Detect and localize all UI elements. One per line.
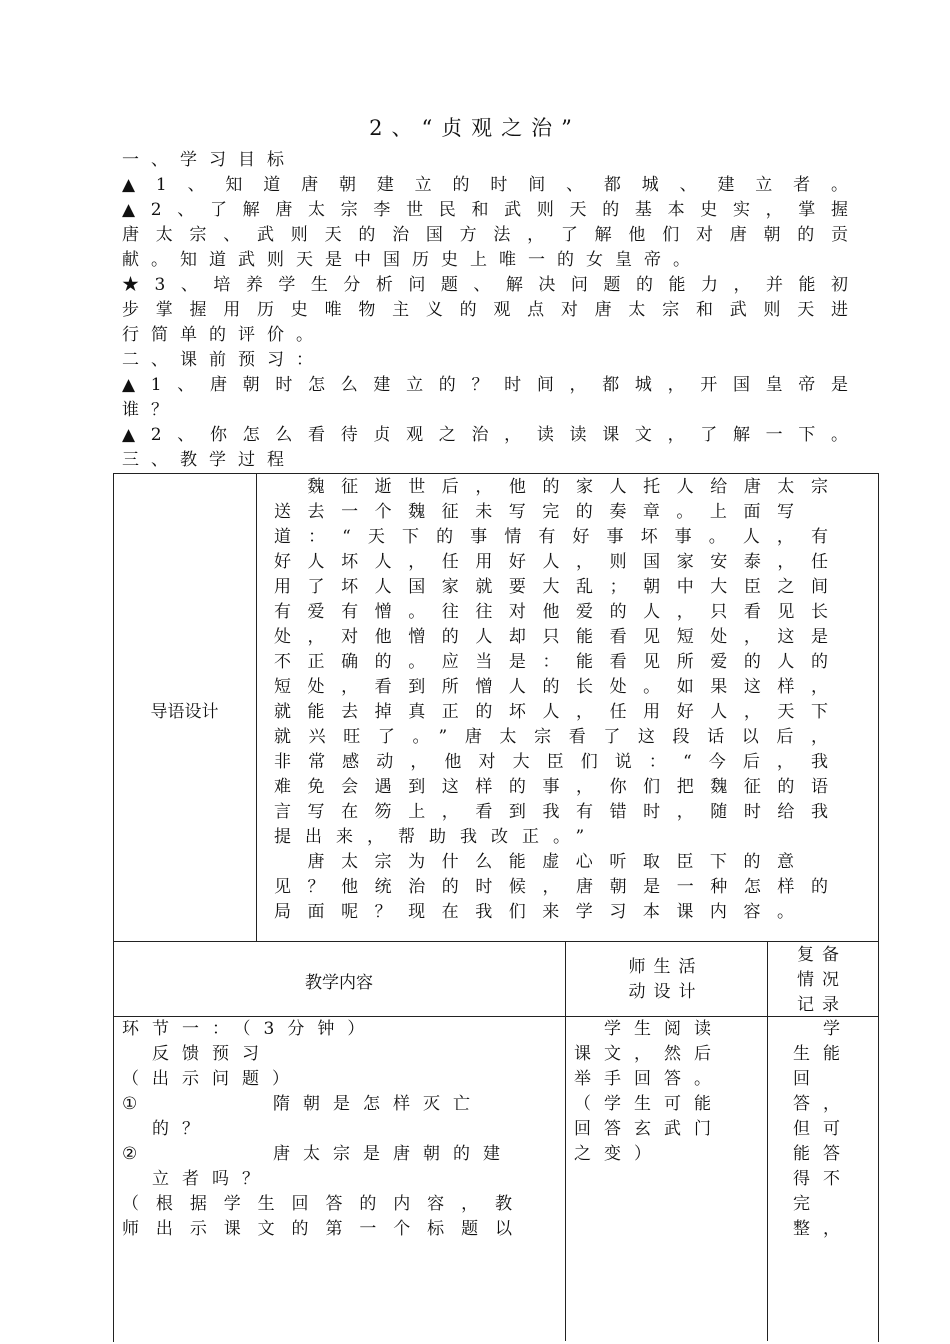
- review-line: 完: [793, 1194, 823, 1214]
- review-header: 记录: [797, 995, 847, 1015]
- activity-line: 之变）: [574, 1144, 664, 1164]
- review-line: 回: [793, 1069, 823, 1089]
- review-header: 复备: [797, 945, 847, 965]
- intro-line: 送去一个魏征未写完的奏章。上面写: [274, 502, 794, 522]
- activity-header: 动设计: [628, 982, 704, 1002]
- review-line: 答，: [793, 1094, 853, 1114]
- section1-line: 的？: [122, 1119, 212, 1139]
- activity-line: （学生可能: [574, 1094, 724, 1114]
- question-2: 唐太宗是唐朝的建: [273, 1144, 513, 1164]
- review-line: 整，: [793, 1219, 853, 1239]
- activity-line: 举手回答。: [574, 1069, 724, 1089]
- review-line: 得不: [793, 1169, 853, 1189]
- section1-line: （根据学生回答的内容，教: [122, 1194, 512, 1214]
- section1-line: 反馈预习: [122, 1044, 272, 1064]
- intro-line: 魏征逝世后，他的家人托人给唐太宗: [274, 477, 828, 497]
- review-header: 情况: [797, 970, 847, 990]
- review-line: 但可: [793, 1119, 853, 1139]
- intro-line: 道：“天下的事情有好事坏事。人，有: [274, 527, 828, 547]
- intro-line: 不正确的。应当是：能看见所爱的人的: [274, 652, 828, 672]
- objective-line: ▲2、了解唐太宗李世民和武则天的基本史实，掌握: [122, 200, 848, 220]
- objective-line: ★3、培养学生分析问题、解决问题的能力，并能初: [122, 275, 848, 295]
- intro-line: 有爱有憎。往往对他爱的人，只看见长: [274, 602, 828, 622]
- section1-line: 环节一：（3分钟）: [122, 1019, 378, 1039]
- preview-line: ▲2、你怎么看待贞观之治，读读课文，了解一下。: [122, 425, 848, 445]
- preview-line: ▲1、唐朝时怎么建立的？时间，都城，开国皇帝是: [122, 375, 848, 395]
- question-1: 隋朝是怎样灭亡: [273, 1094, 483, 1114]
- section1-line: ①: [122, 1094, 138, 1114]
- objective-line: 步掌握用历史唯物主义的观点对唐太宗和武则天进: [122, 300, 848, 320]
- intro-line: 非常感动，他对大臣们说：“今后，我: [274, 752, 828, 772]
- intro-line: 好人坏人，任用好人，则国家安泰，任: [274, 552, 828, 572]
- intro-line: 见？他统治的时候，唐朝是一种怎样的: [274, 877, 828, 897]
- review-line: 学: [793, 1019, 853, 1039]
- review-line: 能答: [793, 1144, 853, 1164]
- activity-header: 师生活: [628, 957, 704, 977]
- intro-line: 处，对他憎的人却只能看见短处，这是: [274, 627, 828, 647]
- section1-line: 立者吗？: [122, 1169, 272, 1189]
- activity-line: 课文，然后: [574, 1044, 724, 1064]
- intro-line: 用了坏人国家就要大乱；朝中大臣之间: [274, 577, 828, 597]
- intro-line: 就兴旺了。”唐太宗看了这段话以后，: [274, 727, 828, 747]
- intro-line: 短处，看到所憎人的长处。如果这样，: [274, 677, 828, 697]
- intro-line: 局面呢？现在我们来学习本课内容。: [274, 902, 794, 922]
- preview-line: 谁？: [122, 400, 180, 420]
- section1-line: （出示问题）: [122, 1069, 302, 1089]
- intro-line: 言写在笏上，看到我有错时，随时给我: [274, 802, 828, 822]
- activity-line: 学生阅读: [574, 1019, 724, 1039]
- table-divider: [113, 941, 878, 942]
- intro-line: 难免会遇到这样的事，你们把魏征的语: [274, 777, 828, 797]
- content-header: 教学内容: [305, 973, 373, 993]
- objective-line: 行简单的评价。: [122, 325, 325, 345]
- preview-heading: 二、课前预习：: [122, 350, 325, 370]
- review-line: 生能: [793, 1044, 853, 1064]
- objective-line: ▲1、知道唐朝建立的时间、都城、建立者。: [122, 175, 848, 195]
- activity-line: 回答玄武门: [574, 1119, 724, 1139]
- intro-label: 导语设计: [150, 702, 219, 722]
- objective-line: 唐太宗、武则天的治国方法，了解他们对唐朝的贡: [122, 225, 848, 245]
- table-divider: [256, 473, 257, 941]
- objectives-heading: 一、学习目标: [122, 150, 296, 170]
- objective-line: 献。知道武则天是中国历史上唯一的女皇帝。: [122, 250, 702, 270]
- intro-line: 唐太宗为什么能虚心听取臣下的意: [274, 852, 794, 872]
- process-heading: 三、教学过程: [122, 450, 296, 470]
- page-title: 2、“贞观之治”: [369, 116, 581, 140]
- section1-line: ②: [122, 1144, 138, 1164]
- intro-line: 就能去掉真正的坏人，任用好人，天下: [274, 702, 828, 722]
- intro-line: 提出来，帮助我改正。”: [274, 827, 599, 847]
- section1-line: 师出示课文的第一个标题以: [122, 1219, 512, 1239]
